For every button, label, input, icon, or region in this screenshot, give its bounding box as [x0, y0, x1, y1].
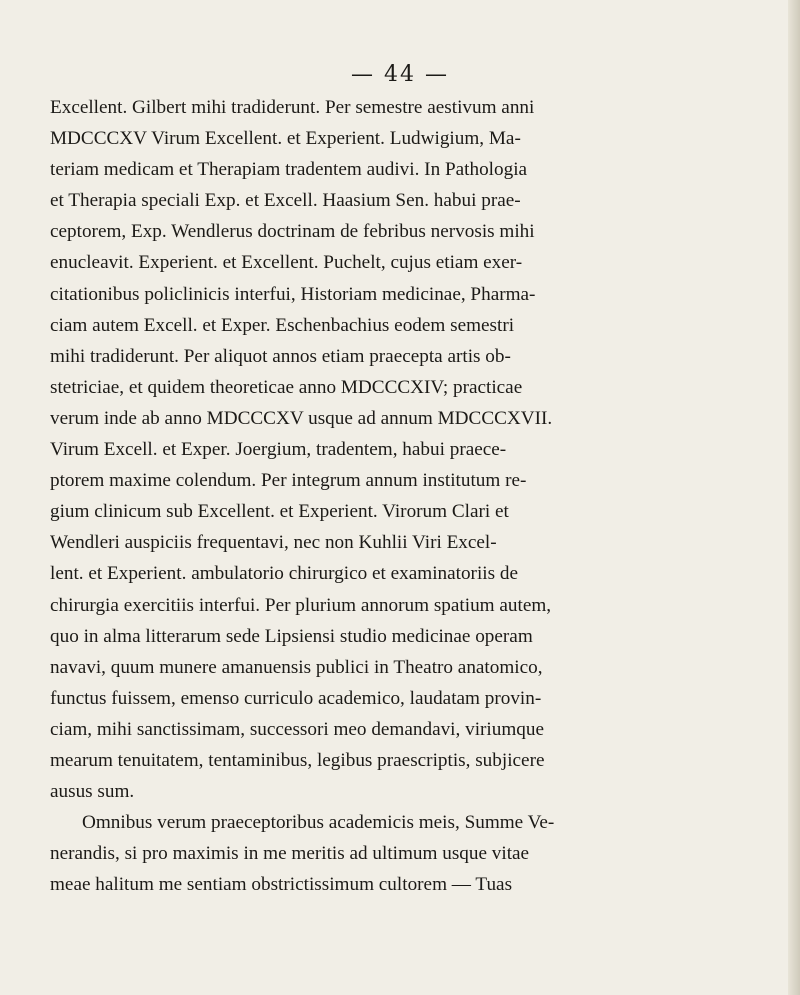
- text-line: verum inde ab anno MDCCCXV usque ad annum MDCCCXVII.: [50, 407, 553, 429]
- text-line: functus fuissem, emenso curriculo academico, laudatam provin-: [50, 687, 542, 709]
- text-line: mihi tradiderunt. Per aliquot annos etiam praecepta artis ob-: [50, 345, 511, 367]
- page-number: — 44 —: [351, 62, 449, 87]
- text-line: Excellent. Gilbert mihi tradiderunt. Per semestre aestivum anni: [50, 97, 535, 118]
- body-text: [50, 92, 755, 900]
- text-line: ausus sum.: [50, 781, 135, 803]
- text-line: nerandis, si pro maximis in me meritis ad ultimum usque vitae: [50, 843, 530, 865]
- page-edge: [788, 0, 800, 995]
- text-line: quo in alma litterarum sede Lipsiensi studio medicinae operam: [50, 625, 533, 647]
- text-line: MDCCCXV Virum Excellent. et Experient. Ludwigium, Ma-: [50, 128, 521, 150]
- text-line: Omnibus verum praeceptoribus academicis meis, Summe Ve-: [82, 812, 555, 834]
- text-line: meae halitum me sentiam obstrictissimum cultorem — Tuas: [50, 874, 513, 896]
- text-line: enucleavit. Experient. et Excellent. Puchelt, cujus etiam exer-: [50, 252, 523, 274]
- text-line: ciam autem Excell. et Exper. Eschenbachius eodem semestri: [50, 314, 515, 336]
- text-line: citationibus policlinicis interfui, Historiam medicinae, Pharma-: [50, 283, 536, 305]
- text-line: navavi, quum munere amanuensis publici in Theatro anatomico,: [50, 656, 543, 678]
- text-line: et Therapia speciali Exp. et Excell. Haasium Sen. habui prae-: [50, 190, 521, 212]
- text-line: ptorem maxime colendum. Per integrum annum institutum re-: [50, 470, 527, 492]
- text-line: teriam medicam et Therapiam tradentem audivi. In Pathologia: [50, 159, 528, 181]
- text-line: chirurgia exercitiis interfui. Per plurium annorum spatium autem,: [50, 594, 552, 616]
- text-line: ceptorem, Exp. Wendlerus doctrinam de febribus nervosis mihi: [50, 221, 535, 243]
- text-line: Virum Excell. et Exper. Joergium, tradentem, habui praece-: [50, 439, 507, 461]
- text-line: mearum tenuitatem, tentaminibus, legibus praescriptis, subjicere: [50, 749, 545, 771]
- text-line: ciam, mihi sanctissimam, successori meo demandavi, viriumque: [50, 718, 544, 740]
- text-line: lent. et Experient. ambulatorio chirurgico et examinatoriis de: [50, 563, 518, 585]
- text-line: gium clinicum sub Excellent. et Experient. Virorum Clari et: [50, 501, 509, 523]
- text-line: Wendleri auspiciis frequentavi, nec non Kuhlii Viri Excel-: [50, 532, 497, 554]
- text-line: stetriciae, et quidem theoreticae anno MDCCCXIV; practicae: [50, 376, 523, 398]
